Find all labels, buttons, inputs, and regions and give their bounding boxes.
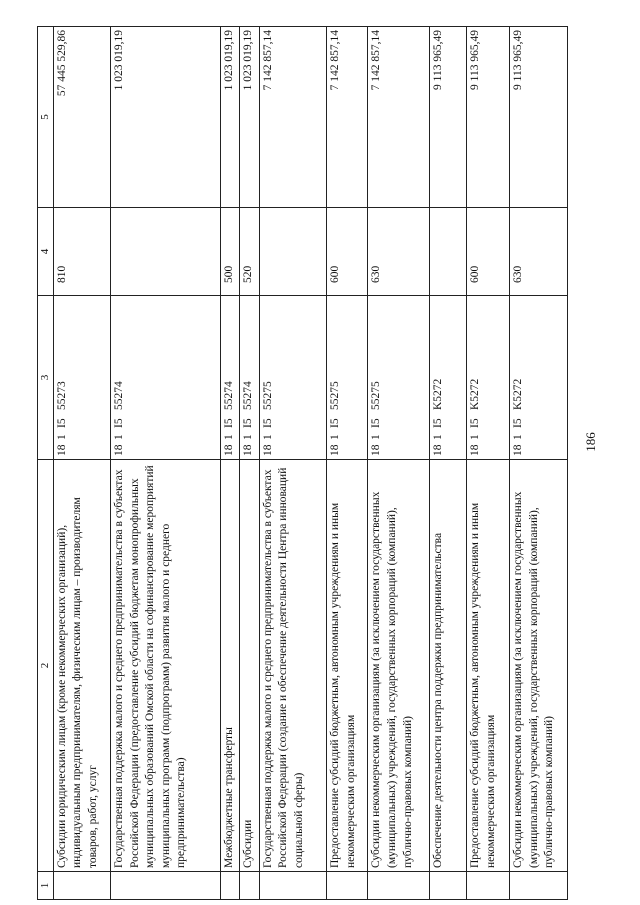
row-amount: 1 023 019,19 — [111, 27, 221, 208]
row-name: Обеспечение деятельности центра поддержки предпринимательства — [430, 460, 467, 872]
code-part-2: 1 — [432, 434, 445, 440]
row-code — [53, 296, 111, 460]
code-part-1: 18 — [261, 444, 274, 456]
header-col-5: 5 — [38, 27, 54, 208]
row-index-cell — [53, 872, 111, 900]
table-row — [430, 27, 467, 900]
row-code — [327, 296, 368, 460]
code-part-1: 18 — [329, 444, 342, 456]
row-name: Межбюджетные трансферты — [221, 460, 240, 872]
code-part-2: 1 — [469, 434, 482, 440]
row-amount: 1 023 019,19 — [240, 27, 259, 208]
row-amount: 7 142 857,14 — [259, 27, 327, 208]
page-number: 186 — [583, 432, 598, 452]
row-name: Предоставление субсидий бюджетным, автономным учреждениям и иным некоммерческим организациям — [467, 460, 510, 872]
code-part-2: 1 — [113, 434, 126, 440]
code-part-2: 1 — [261, 434, 274, 440]
row-expense-type: 500 — [221, 208, 240, 296]
code-part-4: 55274 — [223, 381, 236, 410]
code-part-3: I5 — [242, 418, 255, 428]
code-part-3: I5 — [512, 418, 525, 428]
row-index-cell — [221, 872, 240, 900]
table-row — [510, 27, 568, 900]
row-name: Субсидии некоммерческим организациям (за исключением государственных (муниципальных) учреждений, государственных корпораций (компаний), публично-правовых компаний) — [510, 460, 568, 872]
row-code — [221, 296, 240, 460]
table-row — [368, 27, 430, 900]
row-name: Государственная поддержка малого и среднего предпринимательства в субъектах Российской Федерации (создание и обеспечение деятельности Центра инноваций социальной сферы) — [259, 460, 327, 872]
table-row — [259, 27, 327, 900]
table-row — [221, 27, 240, 900]
header-col-3: 3 — [38, 296, 54, 460]
code-part-3: I5 — [329, 418, 342, 428]
code-part-4: 55275 — [370, 381, 383, 410]
row-expense-type: 810 — [53, 208, 111, 296]
row-name: Субсидии — [240, 460, 259, 872]
row-amount: 9 113 965,49 — [430, 27, 467, 208]
code-part-4: K5272 — [432, 378, 445, 410]
table-row — [327, 27, 368, 900]
code-part-3: I5 — [370, 418, 383, 428]
code-part-1: 18 — [512, 444, 525, 456]
row-index-cell — [327, 872, 368, 900]
row-index-cell — [368, 872, 430, 900]
row-expense-type: 630 — [368, 208, 430, 296]
row-expense-type: 600 — [327, 208, 368, 296]
row-code — [510, 296, 568, 460]
code-part-4: K5272 — [469, 378, 482, 410]
row-amount: 9 113 965,49 — [510, 27, 568, 208]
row-code — [430, 296, 467, 460]
code-part-4: 55275 — [329, 381, 342, 410]
code-part-2: 1 — [223, 434, 236, 440]
code-part-4: 55273 — [55, 381, 68, 410]
row-code — [368, 296, 430, 460]
row-name: Субсидии юридическим лицам (кроме некоммерческих организаций), индивидуальным предпринимателям, физическим лицам – производителям товаров, работ, услуг — [53, 460, 111, 872]
code-part-1: 18 — [223, 444, 236, 456]
row-index-cell — [467, 872, 510, 900]
row-name: Предоставление субсидий бюджетным, автономным учреждениям и иным некоммерческим организациям — [327, 460, 368, 872]
table-header-row — [38, 27, 54, 900]
row-amount: 9 113 965,49 — [467, 27, 510, 208]
row-name: Государственная поддержка малого и среднего предпринимательства в субъектах Российской Федерации (предоставление субсидий бюджетам монопрофильных муниципальных образований Омской области на софинансирование мероприятий муниципальных программ (подпрограмм) развития малого и среднего предпринимательства) — [111, 460, 221, 872]
code-part-3: I5 — [261, 418, 274, 428]
table-row — [240, 27, 259, 900]
code-part-2: 1 — [242, 434, 255, 440]
code-part-4: 55274 — [113, 381, 126, 410]
row-expense-type: 630 — [510, 208, 568, 296]
code-part-1: 18 — [469, 444, 482, 456]
header-col-4: 4 — [38, 208, 54, 296]
row-amount: 7 142 857,14 — [327, 27, 368, 208]
row-code — [111, 296, 221, 460]
table-body — [53, 27, 567, 900]
code-part-3: I5 — [223, 418, 236, 428]
header-col-2: 2 — [38, 460, 54, 872]
row-amount: 1 023 019,19 — [221, 27, 240, 208]
code-part-1: 18 — [370, 444, 383, 456]
code-part-1: 18 — [55, 444, 68, 456]
row-index-cell — [430, 872, 467, 900]
row-expense-type — [430, 208, 467, 296]
row-index-cell — [510, 872, 568, 900]
row-name: Субсидии некоммерческим организациям (за исключением государственных (муниципальных) учреждений, государственных корпораций (компаний), публично-правовых компаний) — [368, 460, 430, 872]
code-part-2: 1 — [512, 434, 525, 440]
code-part-3: I5 — [469, 418, 482, 428]
code-part-3: I5 — [55, 418, 68, 428]
row-code — [240, 296, 259, 460]
code-part-3: I5 — [113, 418, 126, 428]
code-part-4: 55275 — [261, 381, 274, 410]
row-amount: 7 142 857,14 — [368, 27, 430, 208]
code-part-2: 1 — [370, 434, 383, 440]
table-row — [467, 27, 510, 900]
row-amount: 57 445 529,86 — [53, 27, 111, 208]
code-part-1: 18 — [432, 444, 445, 456]
row-index-cell — [240, 872, 259, 900]
header-col-1: 1 — [38, 872, 54, 900]
code-part-4: 55274 — [242, 381, 255, 410]
row-index-cell — [111, 872, 221, 900]
row-expense-type: 520 — [240, 208, 259, 296]
code-part-2: 1 — [329, 434, 342, 440]
row-expense-type — [111, 208, 221, 296]
code-part-4: K5272 — [512, 378, 525, 410]
row-index-cell — [259, 872, 327, 900]
row-code — [259, 296, 327, 460]
row-expense-type: 600 — [467, 208, 510, 296]
table-row — [53, 27, 111, 900]
budget-table — [37, 26, 568, 900]
table-row — [111, 27, 221, 900]
row-code — [467, 296, 510, 460]
code-part-1: 18 — [113, 444, 126, 456]
code-part-1: 18 — [242, 444, 255, 456]
row-expense-type — [259, 208, 327, 296]
code-part-3: I5 — [432, 418, 445, 428]
code-part-2: 1 — [55, 434, 68, 440]
